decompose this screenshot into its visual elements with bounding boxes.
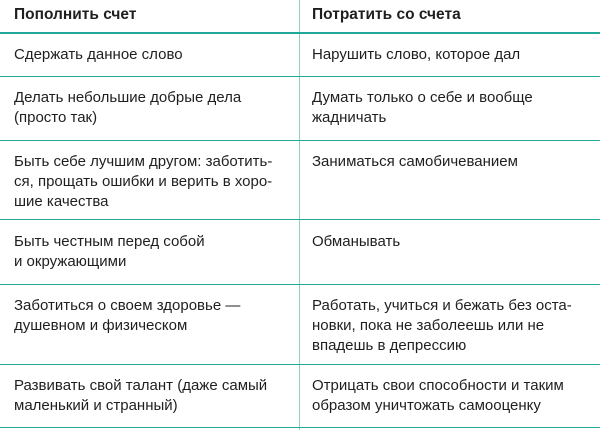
cell-line: и окружающими — [14, 253, 127, 270]
row-right-cell — [312, 376, 594, 416]
row-rule — [0, 284, 600, 285]
cell-line: Быть себе лучшим другом: заботить- — [14, 153, 273, 170]
cell-line: душевном и физическом — [14, 317, 188, 334]
header-rule — [0, 32, 600, 34]
cell-line: (просто так) — [14, 109, 98, 126]
row-rule — [0, 364, 600, 365]
row-right-cell — [312, 45, 594, 65]
row-right-cell — [312, 232, 594, 252]
row-left-cell — [14, 152, 290, 212]
row-left-cell — [14, 376, 290, 416]
header-left: Пополнить счет — [14, 6, 137, 23]
row-right-cell — [312, 88, 594, 128]
row-rule — [0, 76, 600, 77]
cell-line: Обманывать — [312, 233, 401, 250]
cell-line: образом уничтожать самооценку — [312, 397, 541, 414]
row-right-cell — [312, 296, 594, 356]
row-left-cell — [14, 88, 290, 128]
cell-line: впадешь в депрессию — [312, 337, 467, 354]
cell-line: Развивать свой талант (даже самый — [14, 377, 268, 394]
cell-line: Быть честным перед собой — [14, 233, 205, 250]
row-left-cell — [14, 45, 290, 65]
row-rule — [0, 140, 600, 141]
cell-line: Сдержать данное слово — [14, 46, 183, 63]
cell-line: Заниматься самобичеванием — [312, 153, 518, 170]
cell-line: жадничать — [312, 109, 387, 126]
row-right-cell — [312, 152, 594, 172]
cell-line: маленький и странный) — [14, 397, 178, 414]
column-divider — [299, 0, 300, 430]
row-rule — [0, 427, 600, 428]
cell-line: Заботиться о своем здоровье — — [14, 297, 241, 314]
header-right: Потратить со счета — [312, 6, 461, 23]
cell-line: новки, пока не заболеешь или не — [312, 317, 545, 334]
cell-line: Нарушить слово, которое дал — [312, 46, 521, 63]
row-left-cell — [14, 296, 290, 336]
cell-line: Работать, учиться и бежать без оста- — [312, 297, 572, 314]
cell-line: Делать небольшие добрые дела — [14, 89, 242, 106]
cell-line: шие качества — [14, 193, 109, 210]
row-left-cell — [14, 232, 290, 272]
cell-line: Отрицать свои способности и таким — [312, 377, 564, 394]
cell-line: Думать только о себе и вообще — [312, 89, 533, 106]
cell-line: ся, прощать ошибки и верить в хоро- — [14, 173, 273, 190]
row-rule — [0, 219, 600, 220]
table-header — [0, 0, 600, 30]
